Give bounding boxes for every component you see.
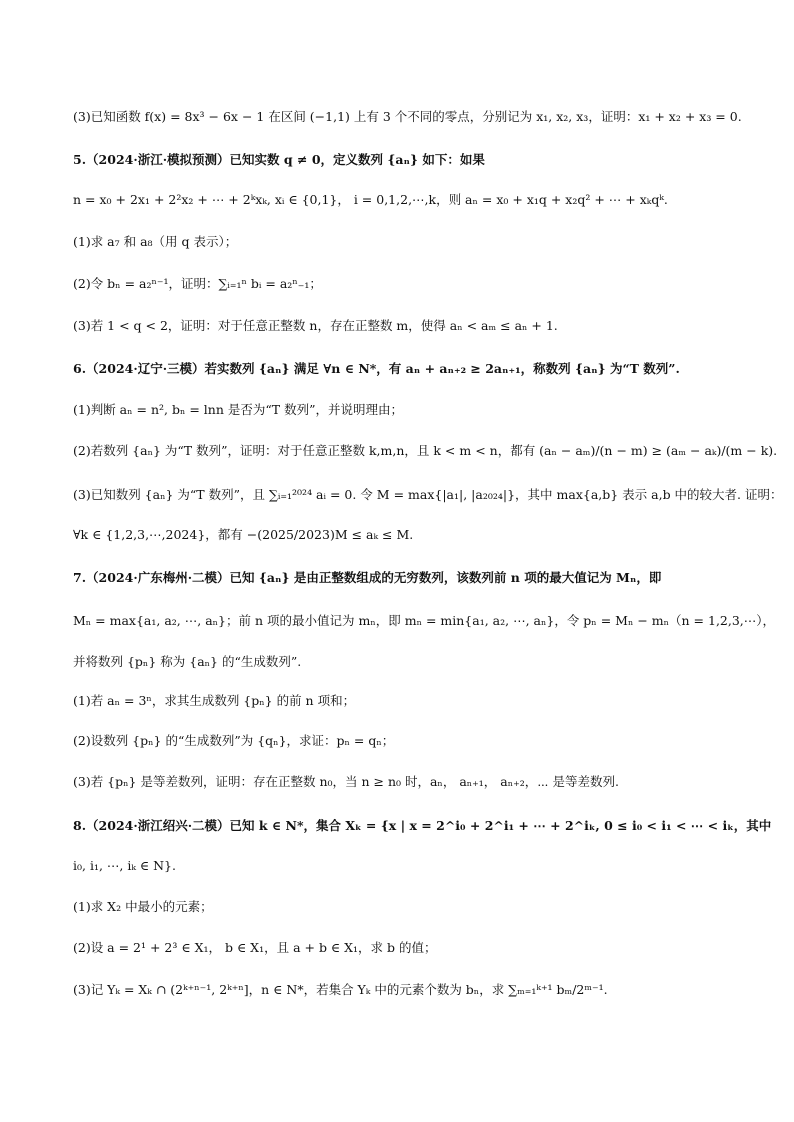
q8-definition-continued: i₀, i₁, ⋯, iₖ ∈ N}. bbox=[73, 858, 176, 873]
q7-header-text: 7.（2024·广东梅州·二模）已知 {aₙ} 是由正整数组成的无穷数列，该数列前 n 项的最大值记为 Mₙ，即 bbox=[73, 570, 662, 585]
q6-part1: (1)判断 aₙ = n², bₙ = lnn 是否为“T 数列”，并说明理由； bbox=[73, 402, 403, 417]
q8-part1: (1)求 X₂ 中最小的元素； bbox=[73, 899, 213, 914]
q-prev-part3: (3)已知函数 f(x) = 8x³ − 6x − 1 在区间 (−1,1) 上有 3 个不同的零点，分别记为 x₁, x₂, x₃，证明：x₁ + x₂ + x₃ = 0. bbox=[73, 109, 742, 124]
q7-definition: Mₙ = max{a₁, a₂, ⋯, aₙ}；前 n 项的最小值记为 mₙ，即 mₙ = min{a₁, a₂, ⋯, aₙ}，令 pₙ = Mₙ − mₙ（n = 1,2,3,⋯）， bbox=[73, 613, 776, 628]
q8-header-text: 8.（2024·浙江绍兴·二模）已知 k ∈ N*，集合 Xₖ = {x | x = 2^i₀ + 2^i₁ + ⋯ + 2^iₖ, 0 ≤ i₀ < i₁ < ⋯ < iₖ，其中 bbox=[73, 818, 772, 833]
q7-part3: (3)若 {pₙ} 是等差数列，证明：存在正整数 n₀，当 n ≥ n₀ 时，aₙ， aₙ₊₁， aₙ₊₂，⋯ 是等差数列. bbox=[73, 774, 619, 789]
q8-part3: (3)记 Yₖ = Xₖ ∩ (2ᵏ⁺ⁿ⁻¹, 2ᵏ⁺ⁿ]，n ∈ N*，若集合 Yₖ 中的元素个数为 bₙ，求 ∑ₘ₌₁ᵏ⁺¹ bₘ/2ᵐ⁻¹. bbox=[73, 982, 608, 997]
q8-header bbox=[73, 817, 773, 835]
q6-part3: (3)已知数列 {aₙ} 为“T 数列”，且 ∑ᵢ₌₁²⁰²⁴ aᵢ = 0. 令 M = max{|a₁|, |a₂₀₂₄|}，其中 max{a,b} 表示 a,b 中的较大者. 证明： bbox=[73, 487, 783, 502]
q5-part1: (1)求 a₇ 和 a₈（用 q 表示）； bbox=[73, 234, 238, 249]
q6-header-text: 6.（2024·辽宁·三模）若实数列 {aₙ} 满足 ∀n ∈ N*，有 aₙ + aₙ₊₂ ≥ 2aₙ₊₁，称数列 {aₙ} 为“T 数列”. bbox=[73, 361, 680, 376]
q6-header bbox=[73, 360, 773, 378]
q5-header bbox=[73, 151, 773, 169]
q8-part2: (2)设 a = 2¹ + 2³ ∈ X₁， b ∈ X₁，且 a + b ∈ X₁，求 b 的值； bbox=[73, 940, 437, 955]
q6-part2: (2)若数列 {aₙ} 为“T 数列”，证明：对于任意正整数 k,m,n，且 k < m < n，都有 (aₙ − aₘ)/(n − m) ≥ (aₘ − aₖ)/(m − k). bbox=[73, 443, 778, 458]
q7-part1: (1)若 aₙ = 3ⁿ，求其生成数列 {pₙ} 的前 n 项和； bbox=[73, 693, 356, 708]
q6-part3-continued: ∀k ∈ {1,2,3,⋯,2024}，都有 −(2025/2023)M ≤ aₖ ≤ M. bbox=[73, 527, 414, 542]
q7-part2: (2)设数列 {pₙ} 的“生成数列”为 {qₙ}，求证：pₙ = qₙ； bbox=[73, 733, 395, 748]
q5-part3: (3)若 1 < q < 2，证明：对于任意正整数 n，存在正整数 m，使得 aₙ < aₘ ≤ aₙ + 1. bbox=[73, 318, 558, 333]
q5-header-text: 5.（2024·浙江·模拟预测）已知实数 q ≠ 0，定义数列 {aₙ} 如下：如果 bbox=[73, 152, 485, 167]
q5-definition: n = x₀ + 2x₁ + 2²x₂ + ⋯ + 2ᵏxₖ, xᵢ ∈ {0,1}， i = 0,1,2,⋯,k，则 aₙ = x₀ + x₁q + x₂q² + ⋯ + xₖqᵏ. bbox=[73, 192, 668, 207]
q7-header bbox=[73, 569, 773, 587]
q5-part2: (2)令 bₙ = a₂ⁿ⁻¹，证明：∑ᵢ₌₁ⁿ bᵢ = a₂ⁿ₋₁； bbox=[73, 276, 322, 291]
q7-definition-continued: 并将数列 {pₙ} 称为 {aₙ} 的“生成数列”. bbox=[73, 654, 302, 669]
